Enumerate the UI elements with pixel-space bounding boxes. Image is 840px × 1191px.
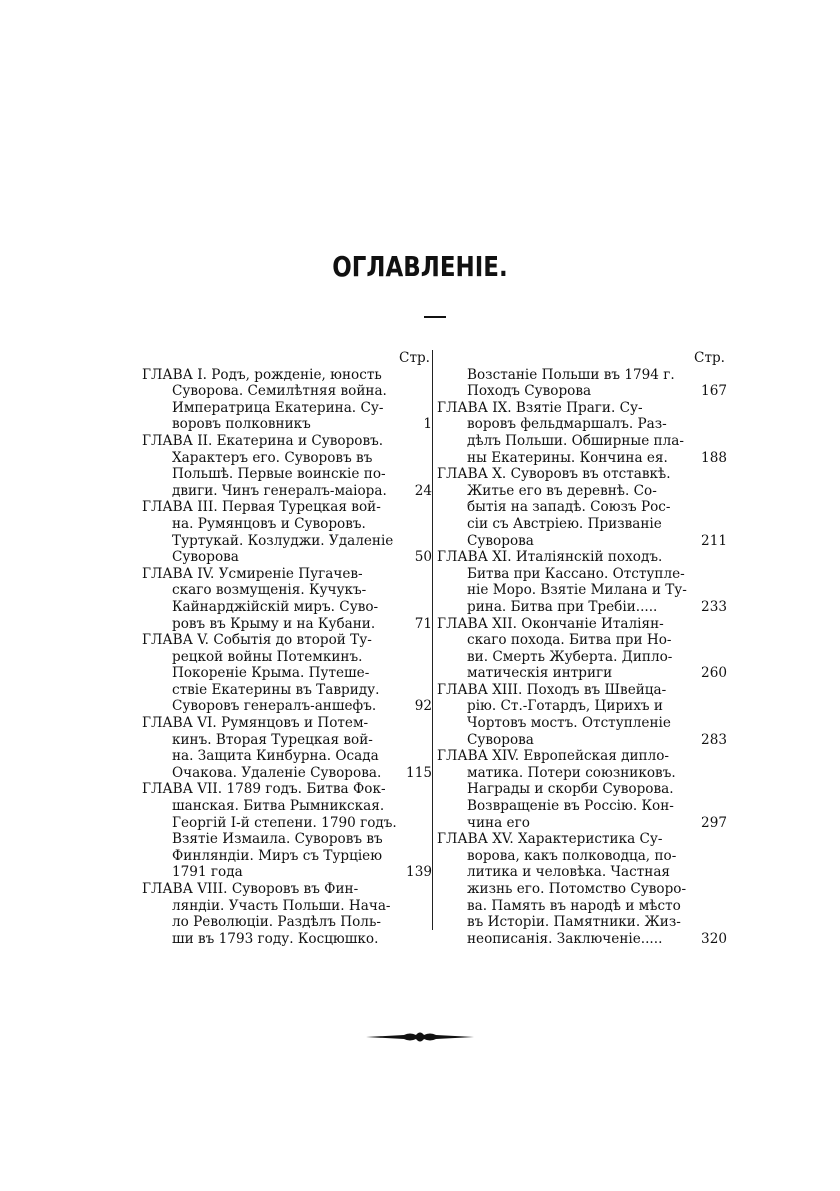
toc-entry xyxy=(142,433,432,499)
toc-entry-line: Императрица Екатерина. Су- xyxy=(172,399,384,416)
toc-entry-line: Битва при Кассано. Отступле- xyxy=(467,565,685,582)
toc-entry-line: кинъ. Вторая Турецкая вой- xyxy=(172,731,373,748)
toc-entry-line: дѣлъ Польши. Обширные пла- xyxy=(467,432,684,449)
toc-page-number: 283 xyxy=(701,731,727,748)
toc-entry-line: матическія интриги xyxy=(467,665,613,682)
toc-entry-line: Польшѣ. Первые воинскіе по- xyxy=(172,466,386,483)
toc-entry xyxy=(437,831,727,947)
toc-entry-line: рію. Ст.-Готардъ, Цирихъ и xyxy=(467,698,663,715)
toc-entry-line: ствіе Екатерины въ Тавриду. xyxy=(172,681,380,698)
toc-page-number: 115 xyxy=(406,764,432,781)
toc-entry-line: воровъ фельдмаршалъ. Раз- xyxy=(467,416,667,433)
toc-entry xyxy=(437,616,727,682)
toc-entry-line: шанская. Битва Рымникская. xyxy=(172,798,385,815)
toc-entry-line: ГЛАВА XIII. Походъ въ Швейца- xyxy=(437,681,667,698)
toc-page-number: 1 xyxy=(423,416,432,433)
toc-entry-line: ГЛАВА VI. Румянцовъ и Потем- xyxy=(142,715,369,732)
toc-entry-line: въ Исторіи. Памятники. Жиз- xyxy=(467,914,681,931)
toc-entry xyxy=(437,682,727,748)
toc-page-number: 260 xyxy=(701,665,727,682)
toc-entry-line: Суворова xyxy=(467,532,534,549)
toc-entry xyxy=(142,881,432,947)
toc-entry-line: рина. Битва при Требіи..... xyxy=(467,598,658,615)
toc-entry-line: ГЛАВА VIII. Суворовъ въ Фин- xyxy=(142,881,359,897)
toc-entry-line: ворова, какъ полководца, по- xyxy=(467,847,677,864)
toc-entry xyxy=(142,632,432,715)
toc-entry-line: ГЛАВА IV. Усмиреніе Пугачев- xyxy=(142,565,363,582)
ornament-icon xyxy=(366,1030,474,1044)
toc-entry-line: Походъ Суворова xyxy=(467,383,592,400)
page-column-label: Стр. xyxy=(694,350,725,366)
toc-entry-line: сіи съ Австріею. Призваніе xyxy=(467,515,662,532)
toc-entry-line: Суворова. Семилѣтняя война. xyxy=(172,383,387,400)
title-rule xyxy=(424,316,446,318)
toc-entry-line: ГЛАВА XII. Окончаніе Италіян- xyxy=(437,615,664,632)
toc-entry-line: Чортовъ мостъ. Отступленіе xyxy=(467,715,671,732)
toc-entry-line: Взятіе Измаила. Суворовъ въ xyxy=(172,831,383,848)
toc-entry-line: Кайнарджійскій миръ. Суво- xyxy=(172,598,379,615)
toc-entry xyxy=(142,715,432,781)
toc-entry-line: чина его xyxy=(467,814,530,831)
toc-page-number: 139 xyxy=(406,864,432,881)
toc-entry-line: на. Защита Кинбурна. Осада xyxy=(172,748,379,765)
toc-entry-line: ГЛАВА V. Событія до второй Ту- xyxy=(142,632,372,649)
toc-entry-line: Очакова. Удаленіе Суворова. xyxy=(172,764,382,781)
toc-entry-line: жизнь его. Потомство Суворо- xyxy=(467,881,687,897)
toc-entry xyxy=(437,748,727,831)
toc-entry-line: Возстаніе Польши въ 1794 г. xyxy=(467,366,675,383)
toc-page-number: 297 xyxy=(701,814,727,831)
toc-entry-line: Житье его въ деревнѣ. Со- xyxy=(467,482,657,499)
toc-right-column xyxy=(437,350,727,947)
toc-entry-line: ГЛАВА III. Первая Турецкая вой- xyxy=(142,499,381,516)
toc-entry-line: Покореніе Крыма. Путеше- xyxy=(172,665,370,682)
toc-entry-line: Награды и скорби Суворова. xyxy=(467,781,674,798)
toc-entry-line: скаго похода. Битва при Но- xyxy=(467,632,672,649)
toc-entry-line: Суворовъ генералъ-аншефъ. xyxy=(172,698,377,715)
toc-entry xyxy=(142,781,432,881)
toc-entry xyxy=(437,400,727,466)
toc-entry-line: Суворова xyxy=(467,731,534,748)
toc-page-number: 233 xyxy=(701,598,727,615)
toc-page-number: 50 xyxy=(414,549,432,566)
toc-page-number: 320 xyxy=(701,930,727,947)
toc-entry-line: рецкой войны Потемкинъ. xyxy=(172,648,363,665)
toc-entry xyxy=(142,566,432,632)
toc-left-column xyxy=(142,350,432,947)
toc-entry-line: 1791 года xyxy=(172,864,243,881)
toc-entry-line: ло Революціи. Раздѣлъ Поль- xyxy=(172,914,381,931)
toc-entry xyxy=(437,466,727,549)
toc-page-number: 24 xyxy=(414,482,432,499)
toc-entry-line: ва. Память въ народѣ и мѣсто xyxy=(467,897,681,914)
toc-entry-line: литика и человѣка. Частная xyxy=(467,864,671,881)
toc-entry-line: Возвращеніе въ Россію. Кон- xyxy=(467,798,674,815)
toc-page-number: 167 xyxy=(701,383,727,400)
column-divider xyxy=(432,350,433,930)
toc-entry-line: ГЛАВА XI. Италіянскій походъ. xyxy=(437,549,663,566)
toc-entry-line: бытія на западѣ. Союзъ Рос- xyxy=(467,499,671,516)
page-title: ОГЛАВЛЕНІЕ. xyxy=(332,250,508,283)
toc-entry-line: ніе Моро. Взятіе Милана и Ту- xyxy=(467,582,687,599)
toc-entry-line: ГЛАВА XV. Характеристика Су- xyxy=(437,831,663,848)
toc-entry-line: неописанія. Заключеніе..... xyxy=(467,930,663,947)
toc-entry-line: Характеръ его. Суворовъ въ xyxy=(172,449,373,466)
toc-page-number: 211 xyxy=(701,532,727,549)
toc-entry-line: на. Румянцовъ и Суворовъ. xyxy=(172,515,366,532)
toc-entry-line: ровъ въ Крыму и на Кубани. xyxy=(172,615,376,632)
toc-entry-line: ГЛАВА VII. 1789 годъ. Битва Фок- xyxy=(142,781,386,798)
toc-entry-line: ГЛАВА I. Родъ, рожденіе, юность xyxy=(142,366,382,383)
toc-page-number: 92 xyxy=(414,698,432,715)
toc-entry-line: ши въ 1793 году. Косцюшко. xyxy=(172,930,379,947)
toc-entry xyxy=(437,549,727,615)
toc-entry-line: ГЛАВА XIV. Европейская дипло- xyxy=(437,748,670,765)
toc-entry-line: ГЛАВА IX. Взятіе Праги. Су- xyxy=(437,399,643,416)
toc-entry-line: ляндіи. Участь Польши. Нача- xyxy=(172,897,391,914)
page-column-label: Стр. xyxy=(399,350,430,366)
toc-entry-line: воровъ полковникъ xyxy=(172,416,311,433)
toc-entry xyxy=(142,367,432,433)
toc-entry-line: матика. Потери союзниковъ. xyxy=(467,764,676,781)
toc-entry-line: ви. Смерть Жуберта. Дипло- xyxy=(467,648,673,665)
toc-page-number: 71 xyxy=(414,615,432,632)
toc-entry-line: Суворова xyxy=(172,549,239,566)
toc-entry-line: ГЛАВА II. Екатерина и Суворовъ. xyxy=(142,432,384,449)
toc-entry-line: Георгій I-й степени. 1790 годъ. xyxy=(172,814,397,831)
toc-entry xyxy=(142,499,432,565)
toc-entry-line: двиги. Чинъ генералъ-маіора. xyxy=(172,482,387,499)
toc-entry-line: скаго возмущенія. Кучукъ- xyxy=(172,582,367,599)
toc-page-number: 188 xyxy=(701,449,727,466)
toc-page-number xyxy=(402,931,432,948)
toc-entry-line: Финляндіи. Миръ съ Турціею xyxy=(172,847,383,864)
toc-entry-line: ны Екатерины. Кончина ея. xyxy=(467,449,668,466)
toc-entry-line: Туртукай. Козлуджи. Удаленіе xyxy=(172,532,394,549)
toc-entry xyxy=(437,367,727,400)
toc-entry-line: ГЛАВА X. Суворовъ въ отставкѣ. xyxy=(437,466,671,483)
